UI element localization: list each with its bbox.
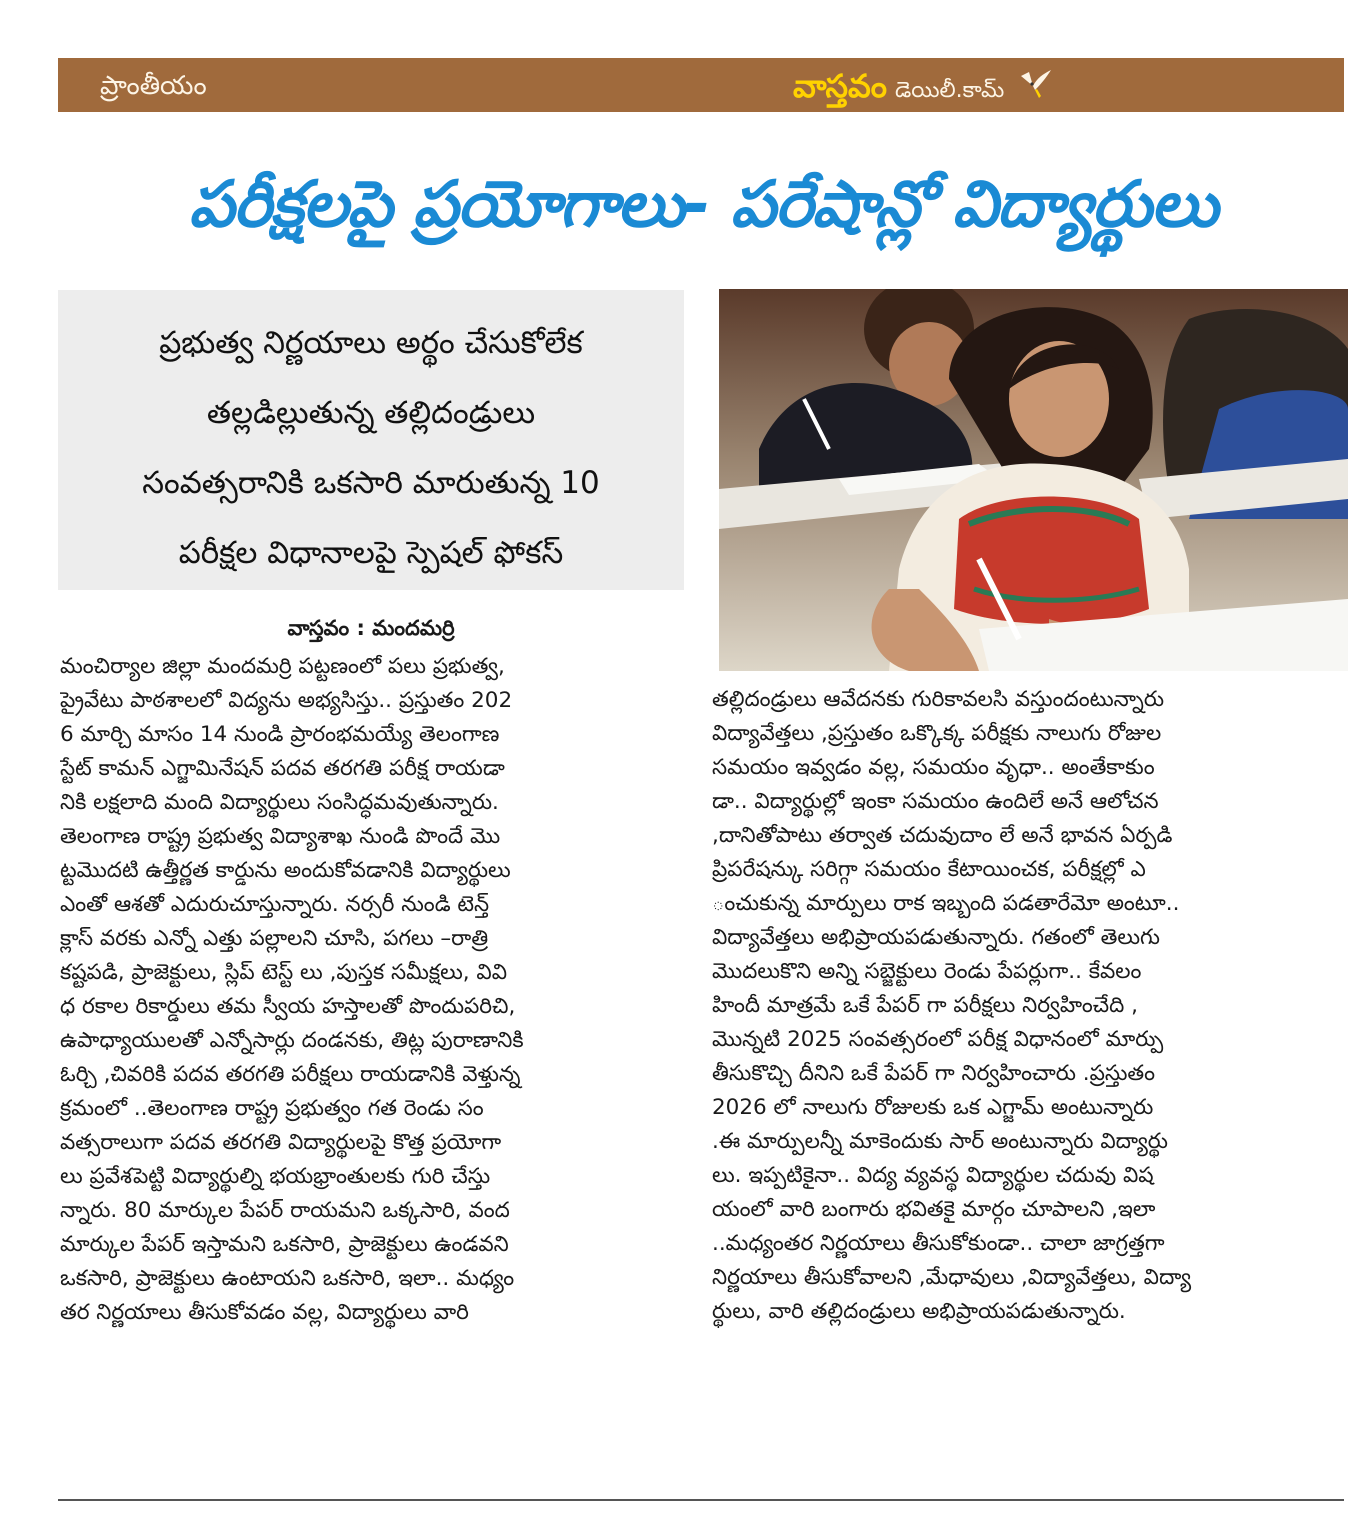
bird-icon xyxy=(1019,66,1053,119)
body-line: లు. ఇప్పటికైనా.. విద్య వ్యవస్థ విద్యార్థుల చదువు విష xyxy=(712,1163,1154,1188)
body-line: కష్టపడి, ప్రాజెక్టులు, స్లిప్ టెస్ట్ లు ,పుస్తక సమీక్షలు, వివి xyxy=(60,960,507,985)
body-line: 2026 లో నాలుగు రోజులకు ఒక ఎగ్జామ్ అంటున్నారు xyxy=(712,1095,1154,1120)
body-line: తెలంగాణ రాష్ట్ర ప్రభుత్వ విద్యాశాఖ నుండి పొందే మొ xyxy=(60,824,501,849)
body-line: ,దానితోపాటు తర్వాత చదువుదాం లే అనే భావన ఏర్పడి xyxy=(712,823,1173,848)
body-line: ట్టమొదటి ఉత్తీర్ణత కార్డును అందుకోవడానికి విద్యార్థులు xyxy=(60,858,511,883)
body-line: .ఈ మార్పులన్నీ మాకెందుకు సార్ అంటున్నారు విద్యార్థు xyxy=(712,1129,1169,1154)
highlight-line: సంవత్సరానికి ఒకసారి మారుతున్న 10 xyxy=(142,465,600,501)
masthead-brand xyxy=(793,62,1053,110)
body-line: నికి లక్షలాది మంది విద్యార్థులు సంసిద్ధమవుతున్నారు. xyxy=(60,790,499,815)
body-line: క్లాస్ వరకు ఎన్నో ఎత్తు పల్లాలని చూసి, పగలు –రాత్రి xyxy=(60,926,489,951)
body-line: ఓర్చి ,చివరికి పదవ తరగతి పరీక్షలు రాయడానికి వెళ్తున్న xyxy=(60,1062,521,1087)
highlights-box xyxy=(58,290,684,590)
brand-name: వాస్తవం xyxy=(793,67,887,105)
body-line: ఉపాధ్యాయులతో ఎన్నోసార్లు దండనకు, తిట్ల పురాణానికి xyxy=(60,1028,524,1053)
body-line: ప్రిపరేషన్కు సరిగ్గా సమయం కేటాయించక, పరీక్షల్లో ఎ xyxy=(712,857,1146,882)
body-line: న్నారు. 80 మార్కుల పేపర్ రాయమని ఒక్కసారి, వంద xyxy=(60,1198,510,1223)
body-line: హిందీ మాత్రమే ఒకే పేపర్ గా పరీక్షలు నిర్వహించేది , xyxy=(712,993,1138,1018)
body-line: ధ రకాల రికార్డులు తమ స్వీయ హస్తాలతో పొందుపరిచి, xyxy=(60,994,516,1019)
body-line: క్రమంలో ..తెలంగాణ రాష్ట్ర ప్రభుత్వం గత రెండు సం xyxy=(60,1096,484,1121)
article-column-right xyxy=(712,683,1348,1329)
body-line: ఎంతో ఆశతో ఎదురుచూస్తున్నారు. నర్సరీ నుండి టెన్త్ xyxy=(60,892,490,917)
body-line: 6 మార్చి మాసం 14 నుండి ప్రారంభమయ్యే తెలంగాణ xyxy=(60,722,500,747)
article-column-left xyxy=(60,650,690,1330)
body-line: సమయం ఇవ్వడం వల్ల, సమయం వృధా.. అంతేకాకుం xyxy=(712,755,1155,780)
body-line: మంచిర్యాల జిల్లా మందమర్రి పట్టణంలో పలు ప్రభుత్వ, xyxy=(60,654,505,679)
headline: పరీక్షలపై ప్రయోగాలు- పరేషాన్లో విద్యార్థులు xyxy=(188,168,1218,242)
brand-domain: డెయిలీ.కామ్ xyxy=(894,78,1005,103)
body-line: స్టేట్ కామన్ ఎగ్జామినేషన్ పదవ తరగతి పరీక్ష రాయడా xyxy=(60,756,505,781)
body-line: తర నిర్ణయాలు తీసుకోవడం వల్ల, విద్యార్థులు వారి xyxy=(60,1300,469,1325)
body-line: లు ప్రవేశపెట్టి విద్యార్థుల్ని భయభ్రాంతులకు గురి చేస్తు xyxy=(60,1164,491,1189)
body-line: తల్లిదండ్రులు ఆవేదనకు గురికావలసి వస్తుందంటున్నారు xyxy=(712,687,1165,712)
section-label: ప్రాంతీయం xyxy=(100,71,207,101)
body-line: మొదలుకొని అన్ని సబ్జెక్టులు రెండు పేపర్లుగా.. కేవలం xyxy=(712,959,1142,984)
body-line: ర్థులు, వారి తల్లిదండ్రులు అభిప్రాయపడుతున్నారు. xyxy=(712,1299,1126,1324)
dateline: వాస్తవం : మందమర్రి xyxy=(287,616,455,640)
body-line: ప్రైవేటు పాఠశాలలో విద్యను అభ్యసిస్తు.. ప్రస్తుతం 202 xyxy=(60,688,513,713)
highlight-line: పరీక్షల విధానాలపై స్పెషల్ ఫోకస్ xyxy=(178,535,564,571)
footer-rule xyxy=(58,1499,1344,1501)
body-line: విద్యావేత్తలు అభిప్రాయపడుతున్నారు. గతంలో తెలుగు xyxy=(712,925,1160,950)
body-line: మార్కుల పేపర్ ఇస్తామని ఒకసారి, ప్రాజెక్టులు ఉండవని xyxy=(60,1232,509,1257)
body-line: డా.. విద్యార్థుల్లో ఇంకా సమయం ఉందిలే అనే ఆలోచన xyxy=(712,789,1159,814)
students-exam-photo xyxy=(719,289,1348,671)
body-line: ..మధ్యంతర నిర్ణయాలు తీసుకోకుండా.. చాలా జాగ్రత్తగా xyxy=(712,1231,1165,1256)
body-line: తీసుకొచ్చి దీనిని ఒకే పేపర్ గా నిర్వహించారు .ప్రస్తుతం xyxy=(712,1061,1156,1086)
body-line: వత్సరాలుగా పదవ తరగతి విద్యార్థులపై కొత్త ప్రయోగా xyxy=(60,1130,502,1155)
highlight-line: తల్లడిల్లుతున్న తల్లిదండ్రులు xyxy=(206,395,536,431)
section-header-bar xyxy=(58,58,1344,112)
body-line: విద్యావేత్తలు ,ప్రస్తుతం ఒక్కొక్క పరీక్షకు నాలుగు రోజుల xyxy=(712,721,1162,746)
body-line: ంచుకున్న మార్పులు రాక ఇబ్బంది పడతారేమో అంటూ.. xyxy=(712,891,1180,916)
highlight-line: ప్రభుత్వ నిర్ణయాలు అర్థం చేసుకోలేక xyxy=(159,325,583,361)
body-line: నిర్ణయాలు తీసుకోవాలని ,మేధావులు ,విద్యావేత్తలు, విద్యా xyxy=(712,1265,1192,1290)
body-line: మొన్నటి 2025 సంవత్సరంలో పరీక్ష విధానంలో మార్పు xyxy=(712,1027,1164,1052)
body-line: ఒకసారి, ప్రాజెక్టులు ఉంటాయని ఒకసారి, ఇలా.. మధ్యం xyxy=(60,1266,515,1291)
body-line: యంలో వారి బంగారు భవితకై మార్గం చూపాలని ,ఇలా xyxy=(712,1197,1156,1222)
